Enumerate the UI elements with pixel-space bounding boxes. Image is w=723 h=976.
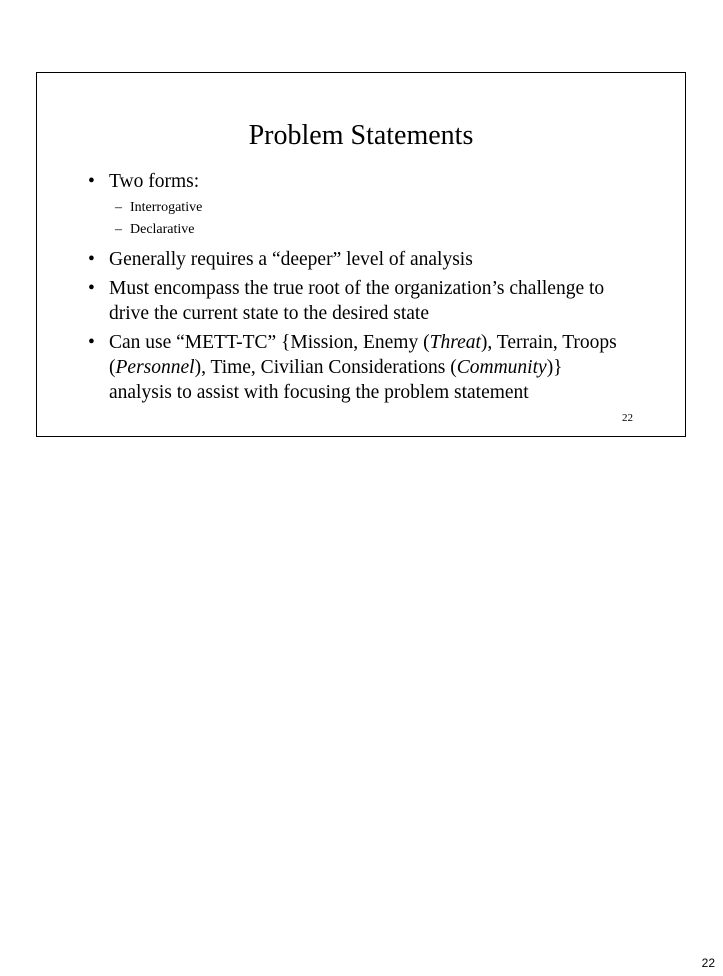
bullet-icon: • (88, 171, 95, 192)
sub-list (109, 197, 625, 241)
bullet-mett-tc (85, 330, 625, 405)
bullet-text: Must encompass the true root of the organization’s challenge to drive the current state to the desired state (109, 278, 605, 324)
slide (36, 72, 686, 437)
bullet-deeper-analysis (85, 247, 625, 272)
bullet-icon: • (88, 278, 95, 299)
bullet-text-part: ), Time, Civilian Considerations ( (194, 357, 457, 378)
bullet-text: Two forms: (109, 171, 200, 192)
sub-item-declarative (109, 219, 625, 241)
bullet-icon: • (88, 249, 95, 270)
sub-item-text: Declarative (130, 222, 195, 237)
bullet-root-cause (85, 276, 625, 326)
slide-title: Problem Statements (248, 120, 474, 151)
bullet-text-italic-threat: Threat (429, 332, 481, 353)
bullet-text-part: )} analysis to assist with focusing the problem statement (109, 357, 563, 403)
bullet-text-part: Can use “METT-TC” {Mission, Enemy ( (109, 332, 430, 353)
page-number: 22 (701, 956, 715, 970)
bullet-text-italic-personnel: Personnel (115, 357, 195, 378)
dash-icon: – (115, 200, 122, 215)
bullet-two-forms (85, 169, 625, 241)
bullet-list (85, 169, 625, 409)
bullet-text-part: ), Terrain, Troops ( (109, 332, 617, 378)
bullet-text-italic-community: Community (456, 357, 547, 378)
sub-item-interrogative (109, 197, 625, 219)
bullet-icon: • (88, 332, 95, 353)
bullet-text: Generally requires a “deeper” level of analysis (109, 249, 473, 270)
sub-item-text: Interrogative (130, 200, 203, 215)
dash-icon: – (115, 222, 122, 237)
slide-number: 22 (622, 412, 633, 424)
